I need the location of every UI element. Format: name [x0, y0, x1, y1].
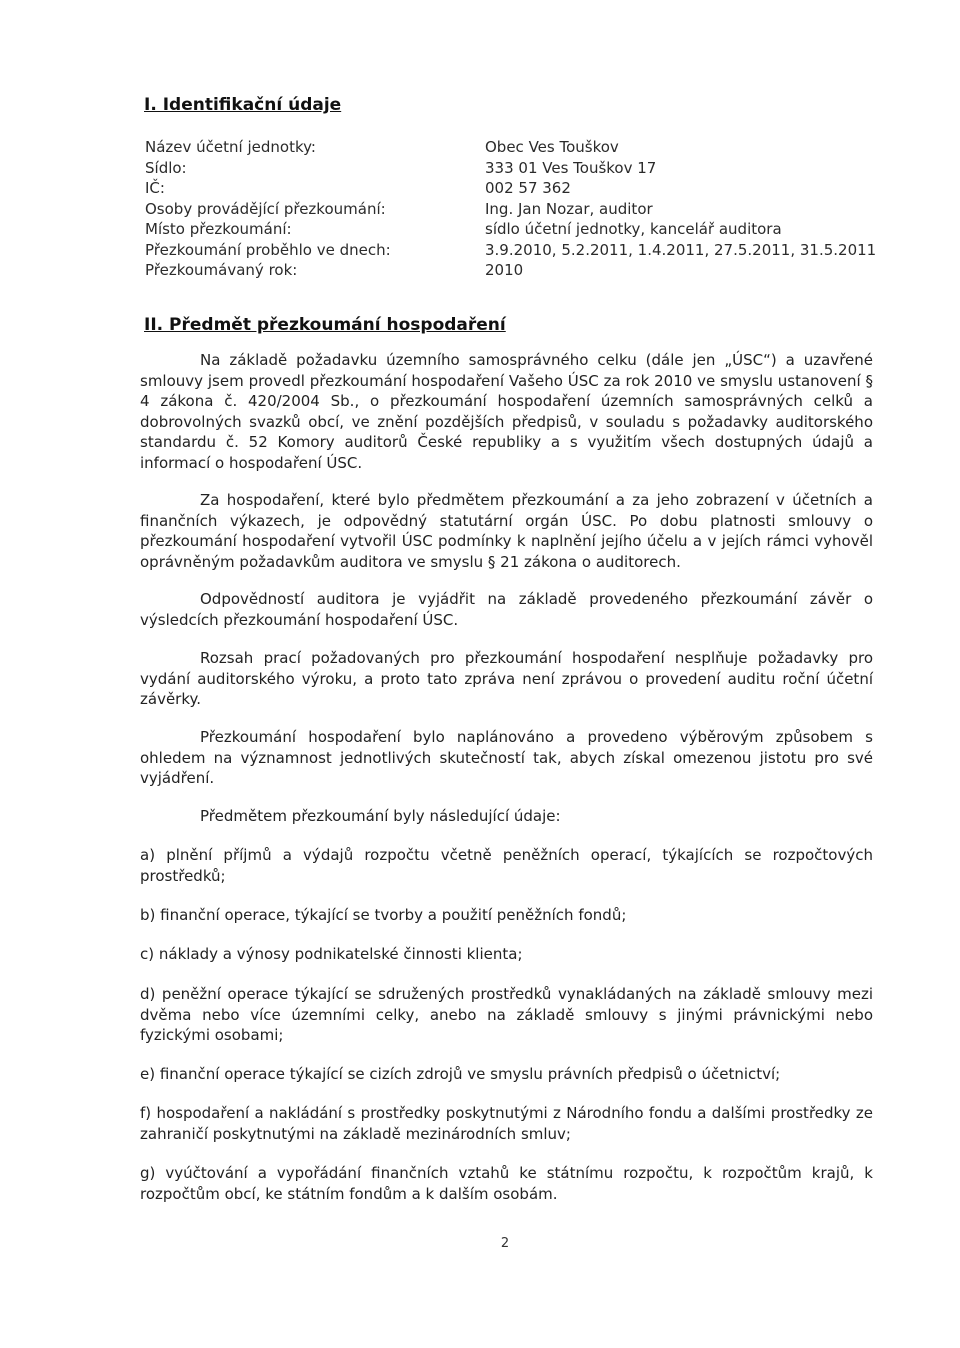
paragraph-scope: Rozsah prací požadovaných pro přezkoumání hospodaření nesplňuje požadavky pro vydání auditorského výroku, a proto tato zpráva není zprávou o provedení auditu roční účetní závěrky. — [140, 649, 873, 709]
section-heading-subject: II. Předmět přezkoumání hospodaření — [144, 315, 506, 335]
list-item: a) plnění příjmů a výdajů rozpočtu včetně peněžních operací, týkajících se rozpočtových prostředků; — [140, 846, 873, 885]
list-item: f) hospodaření a nakládání s prostředky poskytnutými z Národního fondu a dalšími prostředky ze zahraničí poskytnutými na základě mezinárodních smluv; — [140, 1104, 873, 1143]
paragraph-planning: Přezkoumání hospodaření bylo naplánováno a provedeno výběrovým způsobem s ohledem na významnost jednotlivých skutečností tak, abych získal omezenou jistotu pro své vyjádření. — [140, 728, 873, 788]
paragraph-subject-list-intro: Předmětem přezkoumání byly následující údaje: — [200, 807, 561, 825]
id-value: Obec Ves Touškov — [485, 138, 619, 156]
list-item: g) vyúčtování a vypořádání finančních vztahů ke státnímu rozpočtu, k rozpočtům krajů, k rozpočtům obcí, ke státním fondům a k dalším osobám. — [140, 1164, 873, 1203]
id-row — [145, 178, 885, 199]
list-item: c) náklady a výnosy podnikatelské činnosti klienta; — [140, 945, 523, 963]
id-value: 002 57 362 — [485, 179, 571, 197]
id-row — [145, 260, 885, 281]
id-label: IČ: — [145, 179, 165, 197]
id-label: Sídlo: — [145, 158, 187, 177]
id-value: Ing. Jan Nozar, auditor — [485, 199, 653, 218]
id-value: sídlo účetní jednotky, kancelář auditora — [485, 220, 782, 238]
page-number: 2 — [500, 1236, 510, 1251]
identification-table — [145, 137, 885, 281]
id-row — [145, 158, 885, 179]
id-value: 3.9.2010, 5.2.2011, 1.4.2011, 27.5.2011, 31.5.2011 — [485, 240, 877, 259]
section-heading-identification: I. Identifikační údaje — [144, 95, 342, 115]
id-label: Přezkoumávaný rok: — [145, 261, 298, 279]
id-value: 2010 — [485, 261, 524, 279]
id-label: Místo přezkoumání: — [145, 220, 292, 238]
paragraph-responsibility: Za hospodaření, které bylo předmětem přezkoumání a za jeho zobrazení v účetních a finančních výkazech, je odpovědný statutární orgán ÚSC. Po dobu platnosti smlouvy o přezkoumání hospodaření vytvořil ÚSC podmínky k naplnění jejího účelu a v jejích rámci vyhověl oprávněným požadavkům auditora ve smyslu § 21 zákona o auditorech. — [140, 491, 873, 571]
list-item: b) finanční operace, týkající se tvorby a použití peněžních fondů; — [140, 906, 627, 924]
id-row — [145, 219, 885, 240]
id-label: Přezkoumání proběhlo ve dnech: — [145, 240, 391, 259]
paragraph-intro: Na základě požadavku územního samosprávného celku (dále jen „ÚSC“) a uzavřené smlouvy jsem provedl přezkoumání hospodaření Vašeho ÚSC za rok 2010 ve smyslu ustanovení § 4 zákona č. 420/2004 Sb., o přezkoumání hospodaření územních samosprávných celků a dobrovolných svazků obcí, ve znění pozdějších předpisů, v souladu s požadavky auditorského standardu č. 52 Komory auditorů České republiky a s využitím všech dostupných údajů a informací o hospodaření ÚSC. — [140, 351, 873, 472]
id-label: Osoby provádějící přezkoumání: — [145, 199, 386, 218]
list-item: d) peněžní operace týkající se sdružených prostředků vynakládaných na základě smlouvy mezi dvěma nebo více územními celky, anebo na základě smlouvy s jinými právnickými nebo fyzickými osobami; — [140, 985, 873, 1045]
id-value: 333 01 Ves Touškov 17 — [485, 158, 657, 177]
id-label: Název účetní jednotky: — [145, 138, 316, 156]
paragraph-auditor-duty: Odpovědností auditora je vyjádřit na základě provedeného přezkoumání závěr o výsledcích přezkoumání hospodaření ÚSC. — [140, 590, 873, 629]
id-row — [145, 199, 885, 220]
list-item: e) finanční operace týkající se cizích zdrojů ve smyslu právních předpisů o účetnictví; — [140, 1065, 781, 1083]
id-row — [145, 137, 885, 158]
id-row — [145, 240, 885, 261]
